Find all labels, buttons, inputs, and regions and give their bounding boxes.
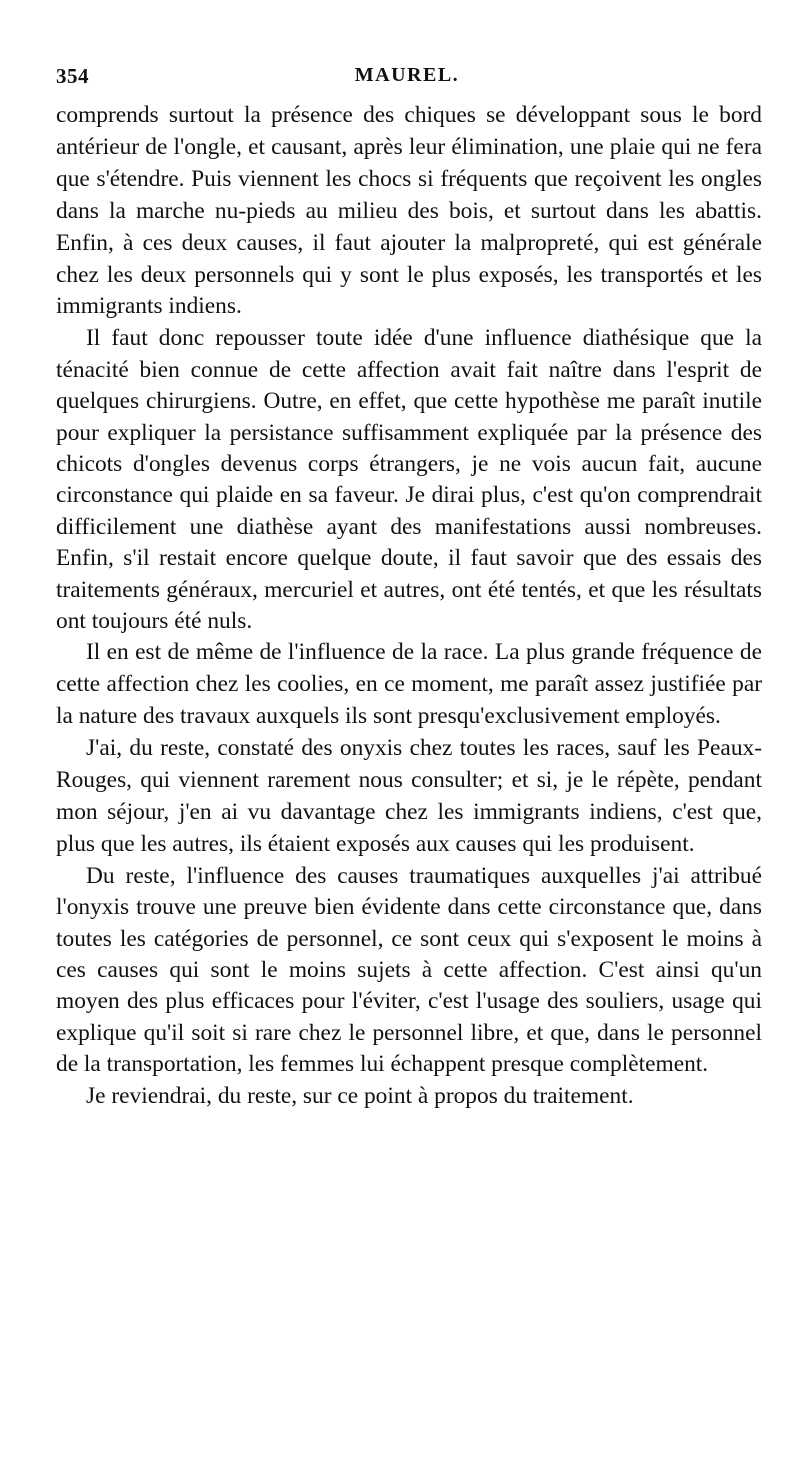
paragraph-traumatic-causes: Du reste, l'influence des causes traumatiques auxquelles j'ai attribué l'onyxis trouve une preuve bien évidente dans cette circonstance que, dans toutes les catégories de personnel, ce sont ceux qui s'exposent le moins à ces causes qui sont le moins sujets à cette affection. C'est ainsi qu'un moyen des plus efficaces pour l'éviter, c'est l'usage des souliers, usage qui explique qu'il soit si rare chez le personnel libre, et que, dans le personnel de la transportation, les femmes lui échappent presque complètement.: [56, 862, 762, 1078]
paragraph-conclusion: Je reviendrai, du reste, sur ce point à propos du traitement.: [86, 1082, 634, 1109]
paragraph-diathesis: Il faut donc repousser toute idée d'une influence diathésique que la ténacité bien connue de cette affection avait fait naître dans l'esprit de quelques chirurgiens. Outre, en effet, que cette hypothèse me paraît inutile pour expliquer la persistance suffisamment expliquée par la présence des chicots d'ongles devenus corps étrangers, je ne vois aucun fait, aucune circonstance qui plaide en sa faveur. Je dirai plus, c'est qu'on comprendrait difficilement une diathèse ayant des manifestations aussi nombreuses. Enfin, s'il restait encore quelque doute, il faut savoir que des essais des traitements généraux, mercuriel et autres, ont été tentés, et que les résultats ont toujours été nuls.: [56, 325, 762, 634]
running-head-author: MAUREL.: [354, 64, 460, 86]
running-head: [56, 64, 758, 94]
paragraph-continued: comprends surtout la présence des chiques se développant sous le bord antérieur de l'ongle, et causant, après leur élimination, une plaie qui ne fera que s'étendre. Puis viennent les chocs si fréquents que reçoivent les ongles dans la marche nu-pieds au milieu des bois, et surtout dans les abattis. Enfin, à ces deux causes, il faut ajouter la malpropreté, qui est générale chez les deux personnels qui y sont le plus exposés, les transportés et les immigrants indiens.: [56, 102, 762, 320]
page-number: 354: [56, 64, 89, 88]
body-text: [56, 100, 762, 1113]
paragraph-race: Il en est de même de l'influence de la race. La plus grande fréquence de cette affection chez les coolies, en ce moment, me paraît assez justifiée par la nature des travaux auxquels ils sont presqu'exclusivement employés.: [56, 639, 762, 730]
paragraph-observations: J'ai, du reste, constaté des onyxis chez toutes les races, sauf les Peaux-Rouges, qui viennent rarement nous consulter; et si, je le répète, pendant mon séjour, j'en ai vu davantage chez les immigrants indiens, c'est que, plus que les autres, ils étaient exposés aux causes qui les produisent.: [56, 735, 762, 857]
